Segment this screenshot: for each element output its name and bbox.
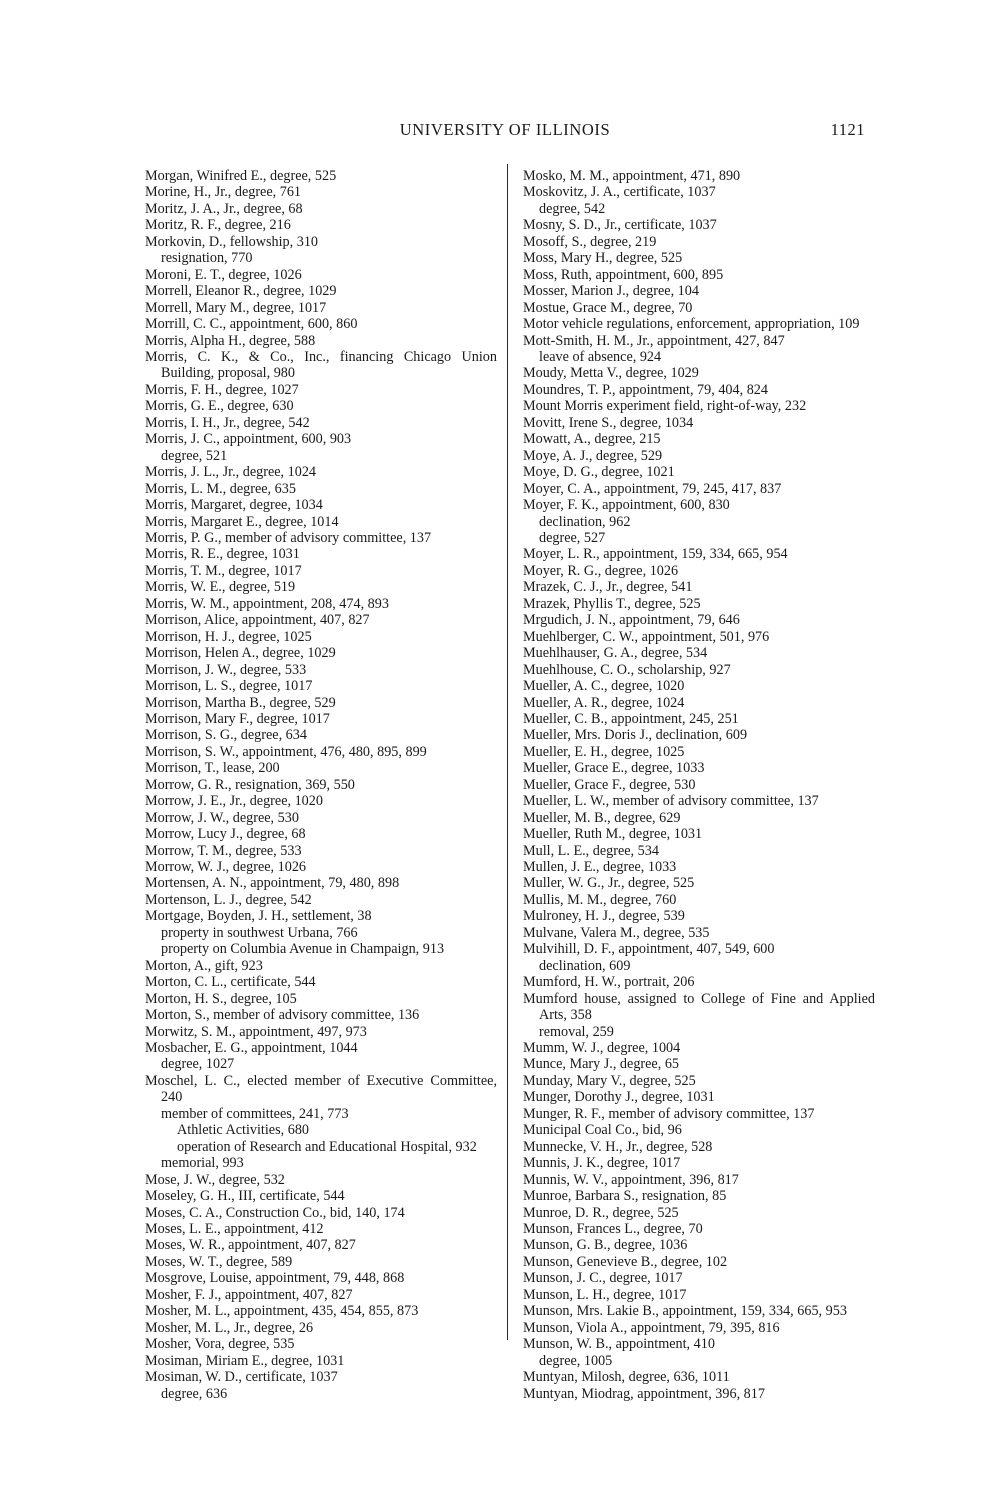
index-entry: Mueller, A. C., degree, 1020 bbox=[523, 678, 685, 695]
index-entry: Munger, R. F., member of advisory committee, 137 bbox=[523, 1105, 815, 1122]
index-entry: Morkovin, D., fellowship, 310 bbox=[145, 233, 319, 250]
index-entry: Mueller, A. R., degree, 1024 bbox=[523, 694, 685, 711]
page-header bbox=[145, 120, 865, 144]
index-entry: Morrison, S. W., appointment, 476, 480, 895, 899 bbox=[145, 743, 427, 760]
index-entry: Moschel, L. C., elected member of Executive Committee, 240 bbox=[145, 1072, 497, 1106]
index-entry: Mosko, M. M., appointment, 471, 890 bbox=[523, 168, 741, 184]
index-entry: Mullen, J. E., degree, 1033 bbox=[523, 859, 677, 876]
index-subentry: resignation, 770 bbox=[161, 250, 253, 267]
index-entry: Munson, Frances L., degree, 70 bbox=[523, 1221, 703, 1237]
index-subentry: declination, 609 bbox=[539, 957, 631, 974]
index-entry: Morrow, J. E., Jr., degree, 1020 bbox=[145, 793, 323, 810]
index-entry: Morris, Alpha H., degree, 588 bbox=[145, 332, 316, 349]
index-entry: Morrow, Lucy J., degree, 68 bbox=[145, 826, 306, 843]
index-entry: Morton, S., member of advisory committee, 136 bbox=[145, 1007, 420, 1024]
index-entry: Morgan, Winifred E., degree, 525 bbox=[145, 168, 337, 184]
index-entry: Mosiman, W. D., certificate, 1037 bbox=[145, 1369, 338, 1386]
index-entry: Moses, W. T., degree, 589 bbox=[145, 1253, 293, 1270]
index-entry: Mosiman, Miriam E., degree, 1031 bbox=[145, 1352, 345, 1369]
index-entry: Mullis, M. M., degree, 760 bbox=[523, 891, 677, 908]
index-entry: Moye, A. J., degree, 529 bbox=[523, 447, 663, 464]
index-entry: Morris, Margaret E., degree, 1014 bbox=[145, 513, 339, 530]
index-entry: Muntyan, Milosh, degree, 636, 1011 bbox=[523, 1369, 730, 1386]
index-entry: Morrison, L. S., degree, 1017 bbox=[145, 678, 313, 695]
index-entry: Moss, Ruth, appointment, 600, 895 bbox=[523, 266, 724, 283]
index-entry: Mueller, Mrs. Doris J., declination, 609 bbox=[523, 727, 748, 744]
index-entry: Mowatt, A., degree, 215 bbox=[523, 431, 661, 448]
index-column-left bbox=[145, 168, 497, 1402]
index-entry: Moss, Mary H., degree, 525 bbox=[523, 250, 683, 267]
index-subentry: degree, 1005 bbox=[539, 1352, 613, 1369]
index-entry: Morrison, Martha B., degree, 529 bbox=[145, 694, 336, 711]
index-entry: Morrell, Eleanor R., degree, 1029 bbox=[145, 283, 337, 300]
index-entry: Morris, W. E., degree, 519 bbox=[145, 579, 296, 596]
index-entry: Mull, L. E., degree, 534 bbox=[523, 842, 659, 859]
index-entry: Mulroney, H. J., degree, 539 bbox=[523, 908, 685, 925]
index-entry: Morris, T. M., degree, 1017 bbox=[145, 562, 302, 579]
index-entry: Mumford house, assigned to College of Fine and Applied Arts, 358 bbox=[523, 990, 875, 1024]
index-entry: Morris, I. H., Jr., degree, 542 bbox=[145, 414, 310, 431]
index-subentry: degree, 636 bbox=[161, 1385, 228, 1402]
index-entry: Morrison, T., lease, 200 bbox=[145, 760, 280, 777]
index-entry: Munroe, D. R., degree, 525 bbox=[523, 1204, 679, 1221]
index-entry: Morrill, C. C., appointment, 600, 860 bbox=[145, 316, 358, 333]
index-subentry: degree, 1027 bbox=[161, 1056, 235, 1073]
index-entry: Morris, J. L., Jr., degree, 1024 bbox=[145, 464, 317, 481]
index-entry: Munson, Mrs. Lakie B., appointment, 159, 334, 665, 953 bbox=[523, 1303, 847, 1320]
index-entry: Morton, C. L., certificate, 544 bbox=[145, 974, 316, 991]
index-entry: Mosgrove, Louise, appointment, 79, 448, 868 bbox=[145, 1270, 405, 1287]
index-entry: Mueller, L. W., member of advisory committee, 137 bbox=[523, 793, 819, 810]
index-entry: Munnis, W. V., appointment, 396, 817 bbox=[523, 1171, 739, 1188]
index-entry: Mueller, Ruth M., degree, 1031 bbox=[523, 826, 703, 843]
index-entry: Mulvihill, D. F., appointment, 407, 549, 600 bbox=[523, 941, 775, 958]
index-entry: Mosher, Vora, degree, 535 bbox=[145, 1336, 295, 1353]
index-entry: Morrison, Mary F., degree, 1017 bbox=[145, 710, 330, 727]
index-entry: Morrison, Alice, appointment, 407, 827 bbox=[145, 612, 370, 629]
index-subentry: operation of Research and Educational Hospital, 932 bbox=[177, 1138, 477, 1155]
index-entry: Moroni, E. T., degree, 1026 bbox=[145, 266, 302, 283]
index-entry: Mrgudich, J. N., appointment, 79, 646 bbox=[523, 612, 740, 629]
index-entry: Munson, G. B., degree, 1036 bbox=[523, 1237, 688, 1254]
index-entry: Moyer, L. R., appointment, 159, 334, 665, 954 bbox=[523, 546, 788, 563]
index-subentry: property in southwest Urbana, 766 bbox=[161, 924, 358, 941]
index-entry: Mortgage, Boyden, J. H., settlement, 38 bbox=[145, 908, 372, 925]
index-entry: Morrow, T. M., degree, 533 bbox=[145, 842, 302, 859]
index-entry: Mueller, Grace F., degree, 530 bbox=[523, 776, 696, 793]
index-entry: Moses, C. A., Construction Co., bid, 140, 174 bbox=[145, 1204, 405, 1221]
index-entry: Morris, Margaret, degree, 1034 bbox=[145, 497, 323, 514]
index-entry: Moseley, G. H., III, certificate, 544 bbox=[145, 1188, 345, 1205]
index-subentry: member of committees, 241, 773 bbox=[161, 1105, 349, 1122]
index-entry: Moritz, J. A., Jr., degree, 68 bbox=[145, 200, 303, 217]
index-entry: Moses, L. E., appointment, 412 bbox=[145, 1221, 324, 1237]
index-entry: Munson, L. H., degree, 1017 bbox=[523, 1286, 687, 1303]
index-entry: Mortensen, A. N., appointment, 79, 480, 898 bbox=[145, 875, 400, 892]
index-entry: Moyer, R. G., degree, 1026 bbox=[523, 562, 679, 579]
index-entry: Mumford, H. W., portrait, 206 bbox=[523, 974, 695, 991]
index-entry: Mosher, F. J., appointment, 407, 827 bbox=[145, 1286, 353, 1303]
index-subentry: degree, 527 bbox=[539, 529, 606, 546]
index-entry: Muehlhouse, C. O., scholarship, 927 bbox=[523, 661, 731, 678]
index-subentry: declination, 962 bbox=[539, 513, 631, 530]
index-entry: Muehlberger, C. W., appointment, 501, 976 bbox=[523, 628, 770, 645]
index-entry: Munroe, Barbara S., resignation, 85 bbox=[523, 1188, 727, 1205]
index-entry: Mueller, M. B., degree, 629 bbox=[523, 809, 681, 826]
index-entry: Munson, J. C., degree, 1017 bbox=[523, 1270, 683, 1287]
index-entry: Morris, R. E., degree, 1031 bbox=[145, 546, 300, 563]
index-entry: Morris, J. C., appointment, 600, 903 bbox=[145, 431, 352, 448]
index-entry: Morrison, H. J., degree, 1025 bbox=[145, 628, 312, 645]
index-entry: Muller, W. G., Jr., degree, 525 bbox=[523, 875, 695, 892]
index-entry: Morrison, J. W., degree, 533 bbox=[145, 661, 307, 678]
index-entry: Municipal Coal Co., bid, 96 bbox=[523, 1122, 682, 1139]
index-entry: Munson, Viola A., appointment, 79, 395, 816 bbox=[523, 1319, 780, 1336]
index-entry: Morris, L. M., degree, 635 bbox=[145, 480, 296, 497]
index-entry: Morris, G. E., degree, 630 bbox=[145, 398, 294, 415]
index-entry: Mount Morris experiment field, right-of-way, 232 bbox=[523, 398, 807, 415]
index-entry: Mostue, Grace M., degree, 70 bbox=[523, 299, 693, 316]
index-entry: Morrow, J. W., degree, 530 bbox=[145, 809, 299, 826]
index-entry: Morrison, S. G., degree, 634 bbox=[145, 727, 307, 744]
page-number: 1121 bbox=[830, 120, 865, 139]
index-entry: Mrazek, Phyllis T., degree, 525 bbox=[523, 595, 701, 612]
index-entry: Mose, J. W., degree, 532 bbox=[145, 1171, 285, 1188]
index-entry: Muehlhauser, G. A., degree, 534 bbox=[523, 645, 708, 662]
index-entry: Mulvane, Valera M., degree, 535 bbox=[523, 924, 710, 941]
index-entry: Motor vehicle regulations, enforcement, appropriation, 109 bbox=[523, 316, 860, 333]
index-entry: Mosher, M. L., Jr., degree, 26 bbox=[145, 1319, 314, 1336]
index-subentry: leave of absence, 924 bbox=[539, 348, 662, 365]
index-subentry: degree, 521 bbox=[161, 447, 228, 464]
index-entry: Moundres, T. P., appointment, 79, 404, 824 bbox=[523, 381, 768, 398]
index-entry: Mosny, S. D., Jr., certificate, 1037 bbox=[523, 217, 717, 234]
index-entry: Morton, A., gift, 923 bbox=[145, 957, 263, 974]
index-subentry: removal, 259 bbox=[539, 1023, 614, 1040]
index-subentry: degree, 542 bbox=[539, 200, 606, 217]
index-entry: Mott-Smith, H. M., Jr., appointment, 427, 847 bbox=[523, 332, 785, 349]
index-entry: Moyer, C. A., appointment, 79, 245, 417, 837 bbox=[523, 480, 782, 497]
index-entry: Munce, Mary J., degree, 65 bbox=[523, 1056, 680, 1073]
index-entry: Movitt, Irene S., degree, 1034 bbox=[523, 414, 694, 431]
index-entry: Mrazek, C. J., Jr., degree, 541 bbox=[523, 579, 693, 596]
index-entry: Moye, D. G., degree, 1021 bbox=[523, 464, 675, 481]
index-entry: Morris, W. M., appointment, 208, 474, 893 bbox=[145, 595, 389, 612]
index-entry: Morrison, Helen A., degree, 1029 bbox=[145, 645, 336, 662]
index-entry: Morton, H. S., degree, 105 bbox=[145, 990, 297, 1007]
index-entry: Mosbacher, E. G., appointment, 1044 bbox=[145, 1040, 358, 1057]
index-subentry: property on Columbia Avenue in Champaign, 913 bbox=[161, 941, 445, 958]
index-entry: Muntyan, Miodrag, appointment, 396, 817 bbox=[523, 1385, 765, 1402]
index-entry: Morris, F. H., degree, 1027 bbox=[145, 381, 299, 398]
index-entry: Munnis, J. K., degree, 1017 bbox=[523, 1155, 681, 1172]
index-entry: Moskovitz, J. A., certificate, 1037 bbox=[523, 184, 716, 201]
index-entry: Moses, W. R., appointment, 407, 827 bbox=[145, 1237, 356, 1254]
index-subentry: memorial, 993 bbox=[161, 1155, 244, 1172]
index-entry: Moudy, Metta V., degree, 1029 bbox=[523, 365, 699, 382]
index-entry: Mumm, W. J., degree, 1004 bbox=[523, 1040, 681, 1057]
index-entry: Mortenson, L. J., degree, 542 bbox=[145, 891, 312, 908]
index-entry: Munson, W. B., appointment, 410 bbox=[523, 1336, 715, 1353]
index-entry: Morrell, Mary M., degree, 1017 bbox=[145, 299, 327, 316]
index-entry: Mueller, E. H., degree, 1025 bbox=[523, 743, 685, 760]
index-entry: Morris, P. G., member of advisory committee, 137 bbox=[145, 529, 432, 546]
index-entry: Mosoff, S., degree, 219 bbox=[523, 233, 657, 250]
index-entry: Morrow, G. R., resignation, 369, 550 bbox=[145, 776, 355, 793]
column-divider bbox=[507, 164, 508, 1340]
index-column-right bbox=[523, 168, 875, 1402]
index-entry: Moritz, R. F., degree, 216 bbox=[145, 217, 291, 234]
index-entry: Moyer, F. K., appointment, 600, 830 bbox=[523, 497, 730, 514]
index-entry: Munger, Dorothy J., degree, 1031 bbox=[523, 1089, 715, 1106]
index-entry: Mueller, C. B., appointment, 245, 251 bbox=[523, 710, 739, 727]
index-entry: Mueller, Grace E., degree, 1033 bbox=[523, 760, 705, 777]
running-title: UNIVERSITY OF ILLINOIS bbox=[399, 120, 611, 139]
index-entry: Munson, Genevieve B., degree, 102 bbox=[523, 1253, 728, 1270]
index-entry: Morrow, W. J., degree, 1026 bbox=[145, 859, 307, 876]
index-entry: Mosser, Marion J., degree, 104 bbox=[523, 283, 699, 300]
index-entry: Mosher, M. L., appointment, 435, 454, 855, 873 bbox=[145, 1303, 419, 1320]
index-entry: Morine, H., Jr., degree, 761 bbox=[145, 184, 302, 201]
index-entry: Morris, C. K., & Co., Inc., financing Chicago Union Building, proposal, 980 bbox=[145, 348, 497, 382]
index-subentry: Athletic Activities, 680 bbox=[177, 1122, 310, 1139]
index-entry: Munday, Mary V., degree, 525 bbox=[523, 1072, 696, 1089]
index-entry: Morwitz, S. M., appointment, 497, 973 bbox=[145, 1023, 367, 1040]
index-entry: Munnecke, V. H., Jr., degree, 528 bbox=[523, 1138, 713, 1155]
